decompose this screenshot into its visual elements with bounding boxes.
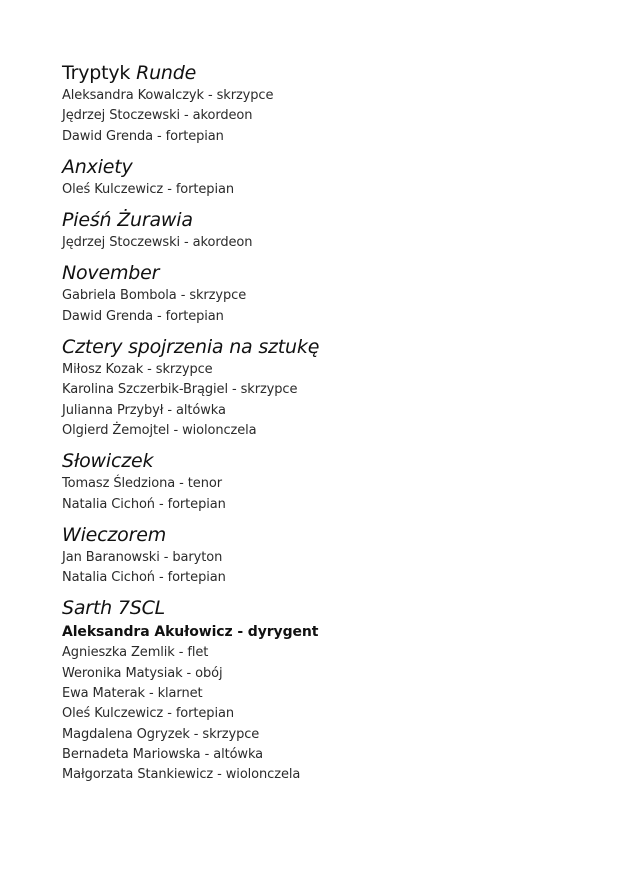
- piece-piesn-zurawia: [62, 207, 582, 253]
- title-italic: Pieśń Żurawia: [62, 209, 193, 232]
- piece-title: [62, 448, 582, 474]
- piece-title: [62, 154, 582, 180]
- performer-line: Małgorzata Stankiewicz - wiolonczela: [62, 767, 301, 783]
- performer-line: Natalia Cichoń - fortepian: [62, 496, 226, 512]
- piece-title: [62, 260, 582, 286]
- performer-line: Miłosz Kozak - skrzypce: [62, 362, 213, 378]
- performer-line: Julianna Przybył - altówka: [62, 402, 226, 418]
- performer-line: Oleś Kulczewicz - fortepian: [62, 706, 234, 722]
- title-italic: Sarth 7SCL: [62, 597, 166, 620]
- performer-line: Karolina Szczerbik-Brągiel - skrzypce: [62, 382, 298, 398]
- performer-line: Tomasz Śledziona - tenor: [62, 476, 222, 492]
- performer-line: Gabriela Bombola - skrzypce: [62, 288, 247, 304]
- title-italic: Wieczorem: [62, 523, 167, 546]
- performer-line: Oleś Kulczewicz - fortepian: [62, 181, 234, 197]
- piece-title: [62, 334, 582, 360]
- piece-tryptyk-runde: [62, 60, 582, 147]
- piece-sarth-7scl: [62, 595, 582, 785]
- performer-line: Ewa Materak - klarnet: [62, 686, 203, 702]
- performer-line: Jędrzej Stoczewski - akordeon: [62, 108, 253, 124]
- performer-line: Bernadeta Mariowska - altówka: [62, 746, 264, 762]
- conductor-line: Aleksandra Akułowicz - dyrygent: [62, 624, 319, 641]
- program-page: [62, 60, 582, 786]
- performer-line: Jan Baranowski - baryton: [62, 549, 223, 565]
- performer-line: Agnieszka Zemlik - flet: [62, 645, 209, 661]
- piece-title: [62, 595, 582, 621]
- title-italic: Runde: [136, 62, 197, 84]
- piece-title: [62, 60, 582, 86]
- piece-wieczorem: [62, 522, 582, 589]
- piece-title: [62, 522, 582, 548]
- performer-line: Dawid Grenda - fortepian: [62, 128, 224, 144]
- piece-slowiczek: [62, 448, 582, 515]
- title-italic: Cztery spojrzenia na sztukę: [62, 336, 320, 359]
- performer-line: Magdalena Ogryzek - skrzypce: [62, 726, 260, 742]
- title-italic: November: [62, 262, 160, 285]
- performer-line: Natalia Cichoń - fortepian: [62, 570, 226, 586]
- piece-anxiety: [62, 154, 582, 200]
- performer-line: Weronika Matysiak - obój: [62, 665, 223, 681]
- performer-line: Aleksandra Kowalczyk - skrzypce: [62, 88, 274, 103]
- piece-title: [62, 207, 582, 233]
- performer-line: Olgierd Żemojtel - wiolonczela: [62, 422, 257, 438]
- title-italic: Słowiczek: [62, 450, 154, 473]
- title-prefix: Tryptyk: [62, 62, 137, 84]
- performer-line: Jędrzej Stoczewski - akordeon: [62, 235, 253, 251]
- performer-line: Dawid Grenda - fortepian: [62, 308, 224, 324]
- piece-november: [62, 260, 582, 327]
- title-italic: Anxiety: [62, 155, 133, 178]
- piece-cztery-spojrzenia: [62, 334, 582, 441]
